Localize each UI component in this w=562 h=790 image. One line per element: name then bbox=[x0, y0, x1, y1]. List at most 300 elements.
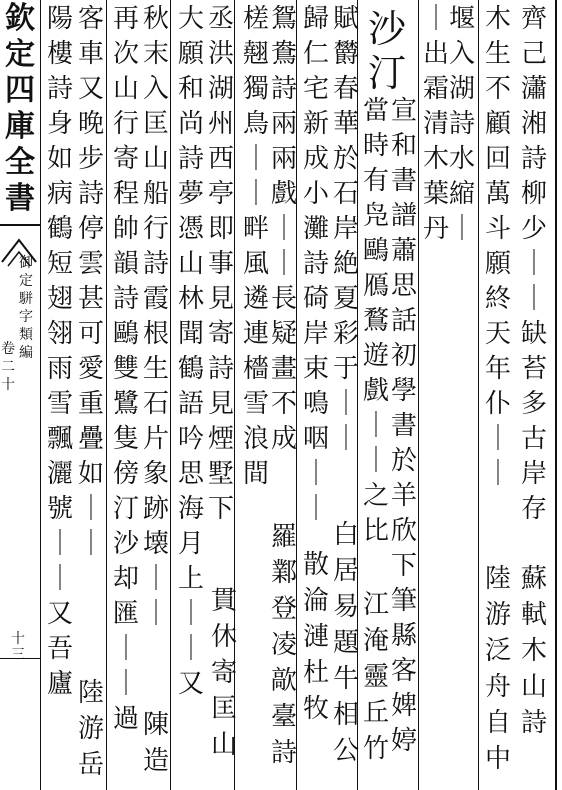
text-char: 游 bbox=[484, 600, 511, 630]
text-char: 雙 bbox=[112, 354, 139, 384]
text-char: 語 bbox=[177, 389, 204, 419]
text-char: 如 bbox=[77, 459, 104, 489]
text-char: 夏 bbox=[332, 284, 359, 314]
title-char: 定 bbox=[5, 37, 35, 72]
text-char: 湖 bbox=[448, 74, 475, 104]
column-rule bbox=[40, 0, 41, 790]
text-char: 鴈 bbox=[362, 271, 389, 301]
text-char: 尚 bbox=[177, 109, 204, 139]
text-char: 陽 bbox=[46, 4, 73, 34]
text-char: 疑 bbox=[270, 319, 297, 349]
text-char: 吾 bbox=[46, 634, 73, 664]
text-char: 末 bbox=[142, 39, 169, 69]
text-char: 春 bbox=[332, 74, 359, 104]
text-char: ｜ bbox=[77, 494, 104, 524]
text-char: 入 bbox=[448, 39, 475, 69]
text-char: 跡 bbox=[142, 494, 169, 524]
text-char: 傍 bbox=[112, 459, 139, 489]
text-char: 木 bbox=[422, 144, 449, 174]
text-char: 憑 bbox=[177, 214, 204, 244]
text-char: 步 bbox=[77, 144, 104, 174]
text-char: 船 bbox=[142, 179, 169, 209]
page-number-char: 十 bbox=[11, 631, 25, 647]
text-char: 存 bbox=[520, 494, 547, 524]
text-char: 貫 bbox=[210, 586, 237, 616]
text-char: 兩 bbox=[270, 144, 297, 174]
text-char: 灑 bbox=[46, 459, 73, 489]
text-char: 寄 bbox=[207, 319, 234, 349]
text-char: 如 bbox=[46, 144, 73, 174]
text-char: 丘 bbox=[362, 698, 389, 728]
text-char: 木 bbox=[484, 4, 511, 34]
text-char: 鳴 bbox=[302, 389, 329, 419]
text-char: 華 bbox=[332, 109, 359, 139]
text-char: 當 bbox=[362, 96, 389, 126]
text-char: ｜ bbox=[242, 179, 269, 209]
text-char: 歸 bbox=[302, 4, 329, 34]
text-char: 沙 bbox=[112, 529, 139, 559]
text-char: 山 bbox=[112, 74, 139, 104]
text-char: 願 bbox=[484, 249, 511, 279]
text-char: 却 bbox=[112, 564, 139, 594]
text-char: 廬 bbox=[46, 669, 73, 699]
text-char: 成 bbox=[270, 424, 297, 454]
text-char: 詩 bbox=[177, 144, 204, 174]
text-char: ｜ bbox=[270, 249, 297, 279]
text-char: ｜ bbox=[520, 249, 547, 279]
text-char: 白 bbox=[332, 520, 359, 550]
text-char: 石 bbox=[332, 179, 359, 209]
text-char: 凌 bbox=[270, 630, 297, 660]
text-char: 鶴 bbox=[46, 214, 73, 244]
text-char: 丞 bbox=[207, 4, 234, 34]
text-char: 多 bbox=[520, 389, 547, 419]
text-char: 舟 bbox=[484, 672, 511, 702]
text-char: 愛 bbox=[77, 354, 104, 384]
text-char: 題 bbox=[332, 628, 359, 658]
text-char: 宅 bbox=[302, 74, 329, 104]
text-char: 詩 bbox=[112, 284, 139, 314]
text-char: 碕 bbox=[302, 284, 329, 314]
text-char: 匡 bbox=[210, 694, 237, 724]
text-char: 比 bbox=[362, 516, 389, 546]
text-char: 瀟 bbox=[520, 74, 547, 104]
text-char: 帥 bbox=[112, 214, 139, 244]
text-char: 書 bbox=[390, 411, 417, 441]
text-char: 再 bbox=[112, 4, 139, 34]
tab-char: 駢 bbox=[19, 291, 33, 307]
text-char: 次 bbox=[112, 39, 139, 69]
text-char: 少 bbox=[520, 214, 547, 244]
text-char: 出 bbox=[422, 39, 449, 69]
text-char: 長 bbox=[270, 284, 297, 314]
text-char: 即 bbox=[207, 214, 234, 244]
text-char: 竹 bbox=[362, 734, 389, 764]
title-char: 四 bbox=[5, 73, 35, 108]
text-char: 兩 bbox=[270, 109, 297, 139]
text-char: 顧 bbox=[484, 109, 511, 139]
text-char: 檣 bbox=[242, 354, 269, 384]
tab-label bbox=[18, 256, 34, 360]
title-char: 書 bbox=[5, 181, 35, 216]
text-char: 凫 bbox=[362, 201, 389, 231]
text-char: 山 bbox=[210, 730, 237, 760]
text-char: 身 bbox=[46, 109, 73, 139]
text-char: 雪 bbox=[46, 389, 73, 419]
title-char: 庫 bbox=[5, 109, 35, 144]
text-char: 汀 bbox=[368, 51, 407, 95]
text-char: 甚 bbox=[77, 284, 104, 314]
text-char: 遴 bbox=[242, 284, 269, 314]
text-char: 汀 bbox=[112, 494, 139, 524]
text-char: 淪 bbox=[302, 586, 329, 616]
volume-char: 卷 bbox=[1, 341, 15, 357]
text-char: 初 bbox=[390, 341, 417, 371]
text-char: 陸 bbox=[77, 678, 104, 708]
text-char: 思 bbox=[390, 271, 417, 301]
text-char: 時 bbox=[362, 131, 389, 161]
text-char: 丹 bbox=[422, 214, 449, 244]
text-char: 詩 bbox=[302, 249, 329, 279]
text-char: 號 bbox=[46, 494, 73, 524]
text-char: 疊 bbox=[77, 424, 104, 454]
text-char: 岸 bbox=[332, 214, 359, 244]
text-char: 風 bbox=[242, 249, 269, 279]
text-char: 短 bbox=[46, 249, 73, 279]
title-char: 全 bbox=[5, 145, 35, 180]
text-char: 浪 bbox=[242, 424, 269, 454]
text-char: 羊 bbox=[390, 481, 417, 511]
text-char: ｜ bbox=[484, 459, 511, 489]
text-char: 臺 bbox=[270, 702, 297, 732]
text-char: 韻 bbox=[112, 249, 139, 279]
text-char: 不 bbox=[270, 389, 297, 419]
text-char: 年 bbox=[484, 354, 511, 384]
text-char: 學 bbox=[390, 376, 417, 406]
text-char: ｜ bbox=[46, 564, 73, 594]
text-char: 新 bbox=[302, 109, 329, 139]
title-char: 欽 bbox=[5, 1, 35, 36]
tab-char: 類 bbox=[19, 327, 33, 343]
text-char: 木 bbox=[520, 636, 547, 666]
text-char: 又 bbox=[46, 599, 73, 629]
text-char: 畫 bbox=[270, 354, 297, 384]
text-char: ｜ bbox=[302, 459, 329, 489]
text-char: 思 bbox=[177, 459, 204, 489]
text-char: 於 bbox=[332, 144, 359, 174]
text-char: 沙 bbox=[368, 7, 407, 51]
text-char: ｜ bbox=[77, 529, 104, 559]
text-char: 詩 bbox=[520, 144, 547, 174]
page-number bbox=[8, 632, 28, 662]
text-char: 苔 bbox=[520, 354, 547, 384]
text-char: 煙 bbox=[207, 424, 234, 454]
text-char: 象 bbox=[142, 459, 169, 489]
text-char: 泛 bbox=[484, 636, 511, 666]
text-char: ｜ bbox=[142, 564, 169, 594]
text-char: 翎 bbox=[46, 319, 73, 349]
text-char: 和 bbox=[177, 74, 204, 104]
text-char: 欣 bbox=[390, 516, 417, 546]
text-char: 蘇 bbox=[520, 564, 547, 594]
text-char: 石 bbox=[142, 389, 169, 419]
text-char: ｜ bbox=[46, 529, 73, 559]
text-char: 靈 bbox=[362, 662, 389, 692]
text-char: 束 bbox=[302, 354, 329, 384]
text-char: 霞 bbox=[142, 284, 169, 314]
text-char: 筆 bbox=[390, 586, 417, 616]
text-char: ｜ bbox=[112, 669, 139, 699]
text-char: 入 bbox=[142, 74, 169, 104]
text-char: 休 bbox=[210, 622, 237, 652]
text-char: 鳥 bbox=[242, 109, 269, 139]
text-char: 有 bbox=[362, 166, 389, 196]
text-char: 鶩 bbox=[362, 306, 389, 336]
text-char: 陳 bbox=[142, 710, 169, 740]
text-char: 見 bbox=[207, 389, 234, 419]
text-char: 詩 bbox=[270, 74, 297, 104]
text-char: 見 bbox=[207, 284, 234, 314]
text-char: 秋 bbox=[142, 4, 169, 34]
text-char: 上 bbox=[177, 564, 204, 594]
text-char: 於 bbox=[390, 446, 417, 476]
text-char: 岸 bbox=[302, 319, 329, 349]
text-char: 下 bbox=[390, 551, 417, 581]
text-char: 詩 bbox=[448, 109, 475, 139]
text-char: 居 bbox=[332, 556, 359, 586]
text-char: 詩 bbox=[520, 708, 547, 738]
text-char: 譜 bbox=[390, 201, 417, 231]
text-char: 戲 bbox=[270, 179, 297, 209]
text-char: 雨 bbox=[46, 354, 73, 384]
volume-char: 二 bbox=[1, 359, 15, 375]
text-char: 斗 bbox=[484, 214, 511, 244]
text-char: ｜ bbox=[484, 424, 511, 454]
text-char: 縮 bbox=[448, 179, 475, 209]
text-char: 行 bbox=[142, 214, 169, 244]
text-char: 匡 bbox=[142, 109, 169, 139]
text-char: 霜 bbox=[422, 74, 449, 104]
tab-char: 編 bbox=[19, 345, 33, 361]
text-char: ｜ bbox=[177, 634, 204, 664]
text-char: 登 bbox=[270, 594, 297, 624]
text-char: 墅 bbox=[207, 459, 234, 489]
text-char: 鄴 bbox=[270, 558, 297, 588]
text-char: 月 bbox=[177, 529, 204, 559]
text-char: 事 bbox=[207, 249, 234, 279]
text-char: 海 bbox=[177, 494, 204, 524]
text-char: 山 bbox=[520, 672, 547, 702]
text-char: 歊 bbox=[270, 666, 297, 696]
text-char: 連 bbox=[242, 319, 269, 349]
text-char: 詩 bbox=[270, 738, 297, 768]
page-number-char: 三 bbox=[11, 647, 25, 663]
text-char: 終 bbox=[484, 284, 511, 314]
text-char: 漣 bbox=[302, 622, 329, 652]
text-char: ｜ bbox=[177, 599, 204, 629]
text-char: 相 bbox=[332, 700, 359, 730]
text-char: 又 bbox=[77, 74, 104, 104]
text-char: 缺 bbox=[520, 319, 547, 349]
text-char: 翹 bbox=[242, 39, 269, 69]
tab-char: 定 bbox=[19, 273, 33, 289]
text-char: 詩 bbox=[46, 74, 73, 104]
text-char: 軾 bbox=[520, 600, 547, 630]
text-char: 停 bbox=[77, 214, 104, 244]
text-char: 片 bbox=[142, 424, 169, 454]
text-char: ｜ bbox=[520, 284, 547, 314]
text-char: 鷗 bbox=[362, 236, 389, 266]
text-char: ｜ bbox=[332, 424, 359, 454]
text-char: 易 bbox=[332, 592, 359, 622]
text-char: 程 bbox=[112, 179, 139, 209]
text-char: 散 bbox=[302, 550, 329, 580]
text-char: 古 bbox=[520, 424, 547, 454]
text-char: 灘 bbox=[302, 214, 329, 244]
text-char: 詩 bbox=[207, 354, 234, 384]
text-char: 州 bbox=[207, 109, 234, 139]
text-char: 鷗 bbox=[112, 319, 139, 349]
text-char: 齊 bbox=[520, 4, 547, 34]
text-char: 樓 bbox=[46, 39, 73, 69]
text-char: ｜ bbox=[302, 494, 329, 524]
text-char: 公 bbox=[332, 736, 359, 766]
text-char: 己 bbox=[520, 39, 547, 69]
text-char: 願 bbox=[177, 39, 204, 69]
text-char: 行 bbox=[112, 109, 139, 139]
text-char: 岸 bbox=[520, 459, 547, 489]
text-char: 牧 bbox=[302, 694, 329, 724]
text-char: 成 bbox=[302, 144, 329, 174]
text-char: ｜ bbox=[242, 144, 269, 174]
text-char: ｜ bbox=[362, 446, 389, 476]
text-char: 夢 bbox=[177, 179, 204, 209]
text-char: 山 bbox=[177, 249, 204, 279]
text-char: 寄 bbox=[112, 144, 139, 174]
text-char: 洪 bbox=[207, 39, 234, 69]
text-char: 婷 bbox=[390, 726, 417, 756]
text-char: 寄 bbox=[210, 658, 237, 688]
text-char: 西 bbox=[207, 144, 234, 174]
text-char: 過 bbox=[112, 704, 139, 734]
text-char: 客 bbox=[390, 656, 417, 686]
text-char: 湘 bbox=[520, 109, 547, 139]
text-char: 話 bbox=[390, 306, 417, 336]
text-char: 生 bbox=[142, 354, 169, 384]
text-char: ｜ bbox=[270, 214, 297, 244]
text-char: 重 bbox=[77, 389, 104, 419]
margin-title bbox=[3, 1, 37, 216]
text-char: 羅 bbox=[270, 522, 297, 552]
text-char: 杜 bbox=[302, 658, 329, 688]
text-char: 絶 bbox=[332, 249, 359, 279]
volume-label bbox=[0, 342, 16, 392]
text-char: 隻 bbox=[112, 424, 139, 454]
text-char: 中 bbox=[484, 744, 511, 774]
margin-tab bbox=[0, 232, 38, 652]
text-char: 之 bbox=[362, 481, 389, 511]
text-char: 江 bbox=[362, 590, 389, 620]
column-rule bbox=[478, 0, 479, 790]
text-char: 翅 bbox=[46, 284, 73, 314]
text-char: 仆 bbox=[484, 389, 511, 419]
text-char: 岳 bbox=[77, 750, 104, 780]
text-char: 書 bbox=[390, 166, 417, 196]
text-char: 小 bbox=[302, 179, 329, 209]
text-char: 山 bbox=[142, 144, 169, 174]
text-char: 吟 bbox=[177, 424, 204, 454]
text-char: 宣 bbox=[390, 96, 417, 126]
text-char: 回 bbox=[484, 144, 511, 174]
text-char: 淹 bbox=[362, 626, 389, 656]
text-char: 槎 bbox=[242, 4, 269, 34]
text-char: 病 bbox=[46, 179, 73, 209]
text-char: 堰 bbox=[448, 4, 475, 34]
text-char: 客 bbox=[77, 4, 104, 34]
text-char: 鴛 bbox=[270, 4, 297, 34]
text-char: 大 bbox=[177, 4, 204, 34]
text-char: 車 bbox=[77, 39, 104, 69]
text-char: 柳 bbox=[520, 179, 547, 209]
text-char: 仁 bbox=[302, 39, 329, 69]
tab-char: 御 bbox=[19, 255, 33, 271]
text-char: 賦 bbox=[332, 4, 359, 34]
text-char: 不 bbox=[484, 74, 511, 104]
text-char: 造 bbox=[142, 746, 169, 776]
text-char: ｜ bbox=[142, 599, 169, 629]
text-char: 彩 bbox=[332, 319, 359, 349]
text-char: 詩 bbox=[77, 179, 104, 209]
text-char: 根 bbox=[142, 319, 169, 349]
text-char: 可 bbox=[77, 319, 104, 349]
text-char: ｜ bbox=[422, 4, 449, 34]
text-char: 亭 bbox=[207, 179, 234, 209]
tab-char: 字 bbox=[19, 309, 33, 325]
text-char: 清 bbox=[422, 109, 449, 139]
text-char: 林 bbox=[177, 284, 204, 314]
text-char: ｜ bbox=[448, 214, 475, 244]
text-char: 和 bbox=[390, 131, 417, 161]
text-char: 湖 bbox=[207, 74, 234, 104]
text-char: 欝 bbox=[332, 39, 359, 69]
text-char: 下 bbox=[207, 494, 234, 524]
text-char: 聞 bbox=[177, 319, 204, 349]
text-char: 縣 bbox=[390, 621, 417, 651]
text-char: ｜ bbox=[332, 389, 359, 419]
text-char: 雪 bbox=[242, 389, 269, 419]
margin-rule bbox=[0, 224, 40, 226]
text-char: 又 bbox=[177, 669, 204, 699]
column-rule bbox=[555, 0, 557, 790]
text-char: ｜ bbox=[112, 634, 139, 664]
text-char: 牛 bbox=[332, 664, 359, 694]
text-char: 蕭 bbox=[390, 236, 417, 266]
text-char: 于 bbox=[332, 354, 359, 384]
volume-char: 十 bbox=[1, 377, 15, 393]
text-char: 獨 bbox=[242, 74, 269, 104]
text-char: 婢 bbox=[390, 691, 417, 721]
text-char: 鷺 bbox=[112, 389, 139, 419]
text-char: 生 bbox=[484, 39, 511, 69]
text-char: 戲 bbox=[362, 376, 389, 406]
text-char: 咽 bbox=[302, 424, 329, 454]
text-char: 自 bbox=[484, 708, 511, 738]
text-char: 鶴 bbox=[177, 354, 204, 384]
text-char: 飄 bbox=[46, 424, 73, 454]
text-char: 水 bbox=[448, 144, 475, 174]
text-char: ｜ bbox=[362, 411, 389, 441]
text-char: 鴦 bbox=[270, 39, 297, 69]
